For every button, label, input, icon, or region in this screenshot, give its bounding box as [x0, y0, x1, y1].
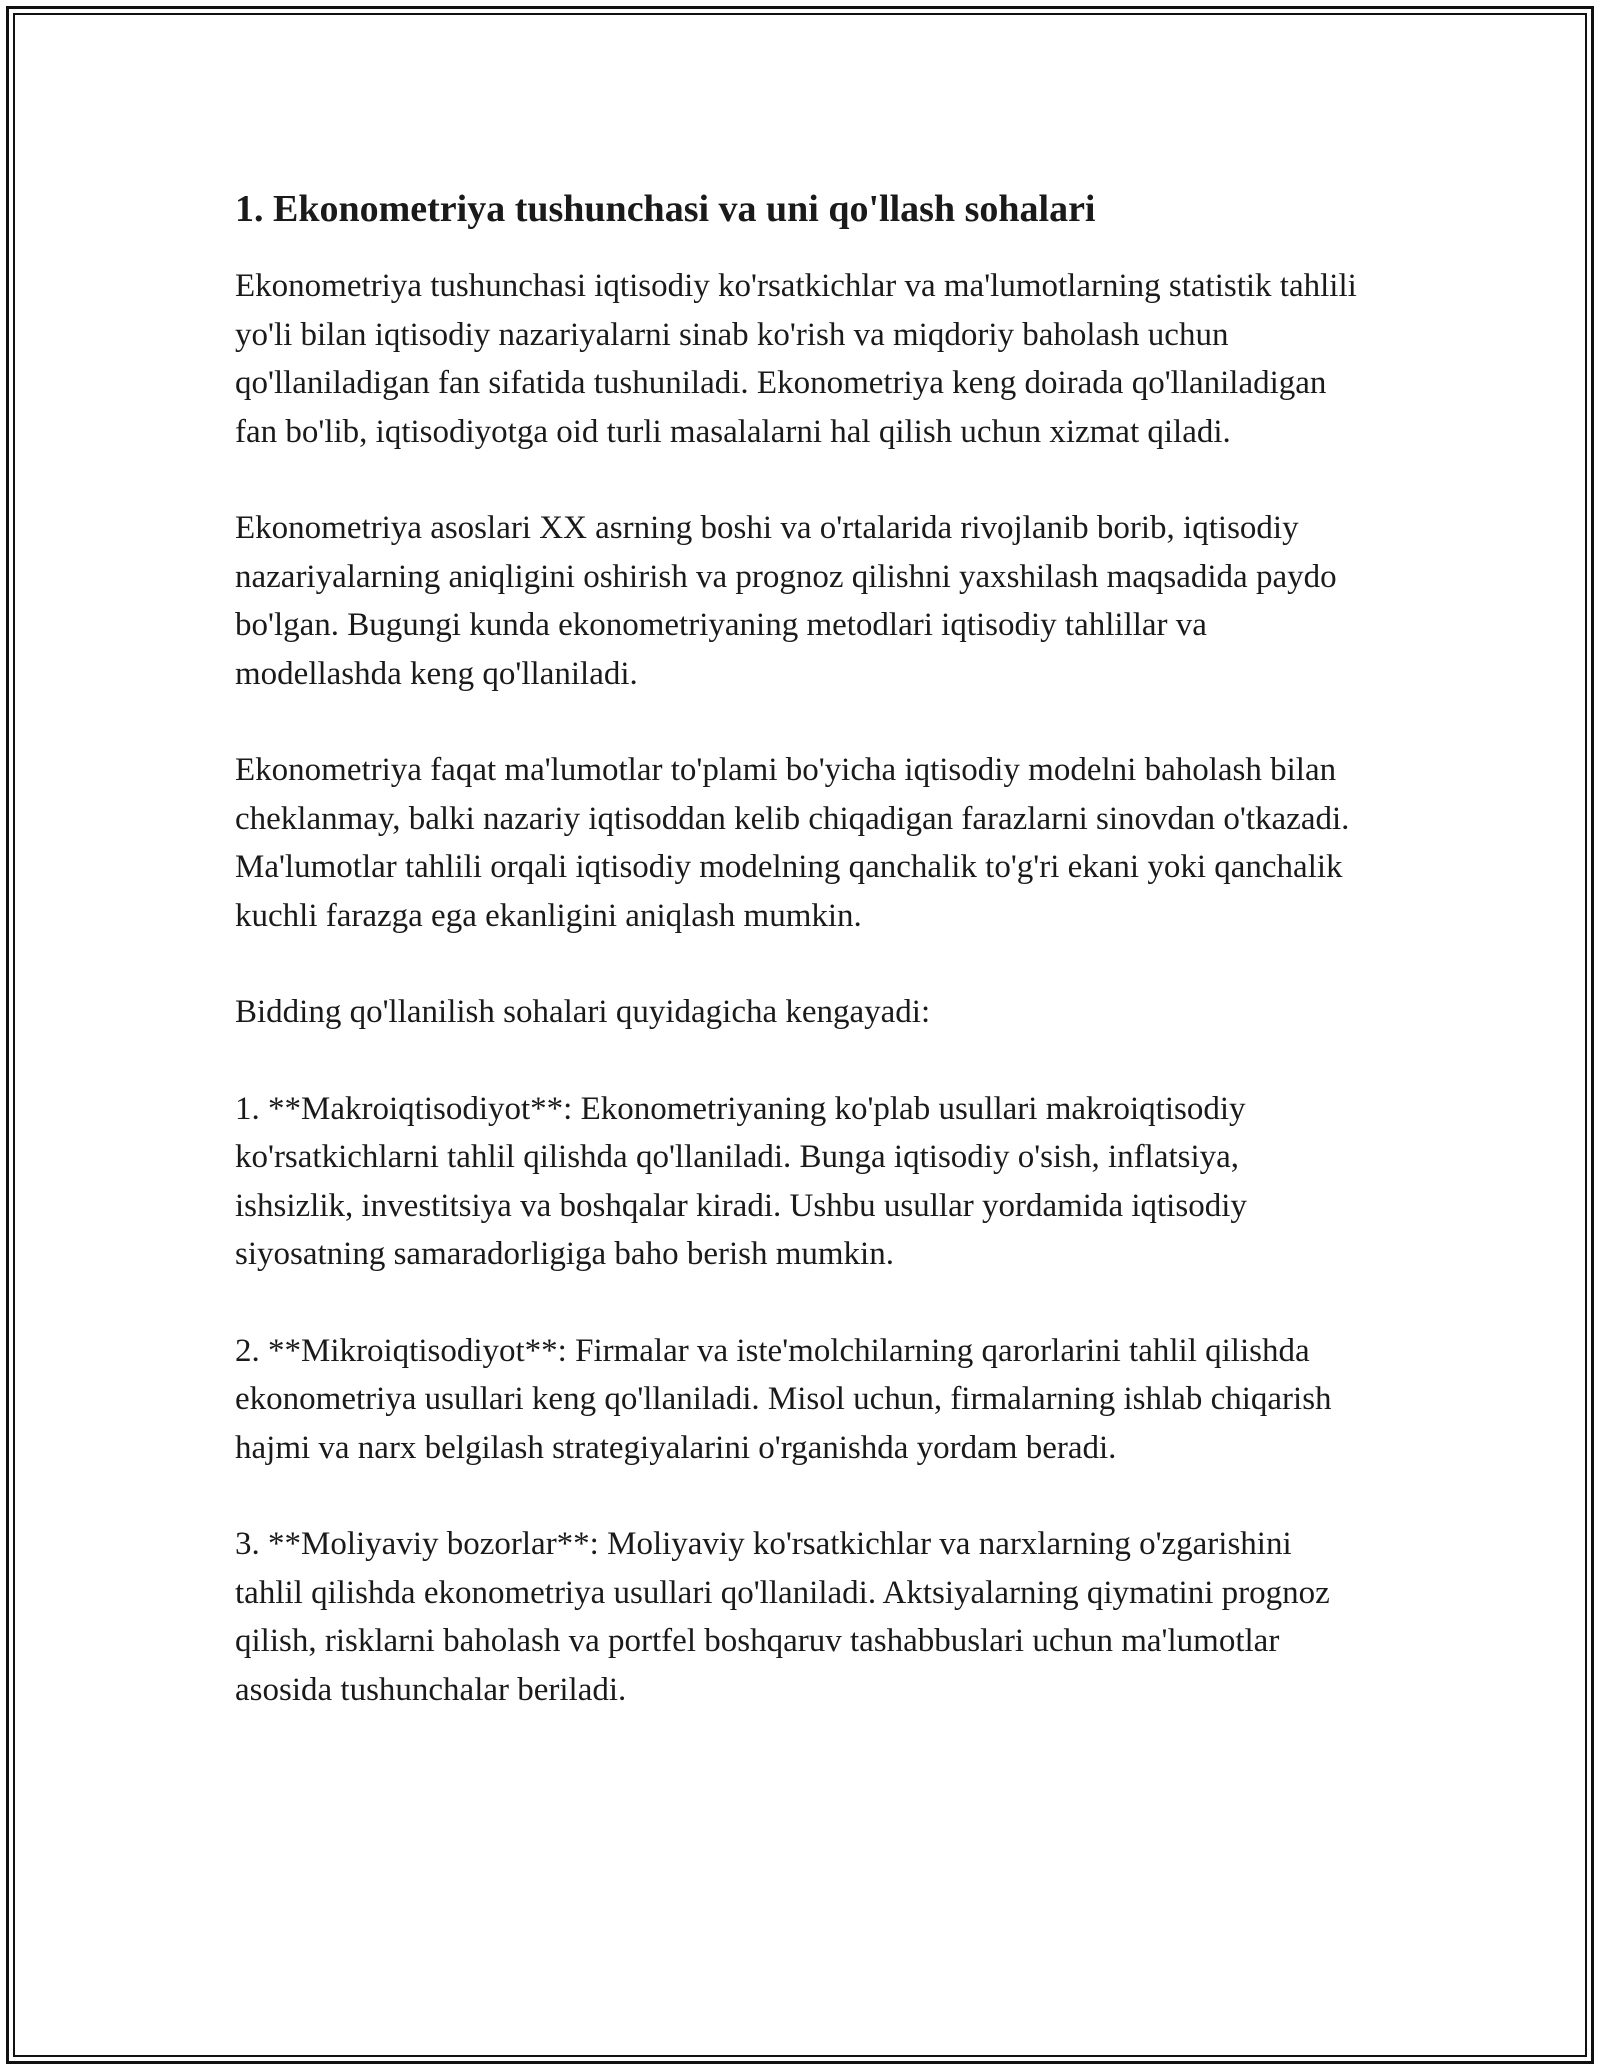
paragraph-history: Ekonometriya asoslari XX asrning boshi va o'rtalarida rivojlanib borib, iqtisodiy nazariyalarning aniqligini oshirish va prognoz qilishni yaxshilash maqsadida paydo bo'lgan. Bugungi kunda ekonometriyaning metodlari iqtisodiy tahlillar va modellashda keng qo'llaniladi.	[235, 510, 1337, 692]
paragraph-definition: Ekonometriya tushunchasi iqtisodiy ko'rsatkichlar va ma'lumotlarning statistik tahlili yo'li bilan iqtisodiy nazariyalarni sinab ko'rish va miqdoriy baholash uchun qo'llaniladigan fan sifatida tushuniladi. Ekonometriya keng doirada qo'llaniladigan fan bo'lib, iqtisodiyotga oid turli masalalarni hal qilish uchun xizmat qiladi.	[235, 268, 1357, 450]
document-body	[235, 185, 1365, 1762]
list-item-financial-markets: 3. **Moliyaviy bozorlar**: Moliyaviy ko'rsatkichlar va narxlarning o'zgarishini tahlil qilishda ekonometriya usullari qo'llaniladi. Aktsiyalarning qiymatini prognoz qilish, risklarni baholash va portfel boshqaruv tashabbuslari uchun ma'lumotlar asosida tushunchalar beriladi.	[235, 1526, 1330, 1708]
page-title: 1. Ekonometriya tushunchasi va uni qo'llash sohalari	[235, 188, 1096, 230]
paragraph-hypothesis-testing: Ekonometriya faqat ma'lumotlar to'plami bo'yicha iqtisodiy modelni baholash bilan cheklanmay, balki nazariy iqtisoddan kelib chiqadigan farazlarni sinovdan o'tkazadi. Ma'lumotlar tahlili orqali iqtisodiy modelning qanchalik to'g'ri ekani yoki qanchalik kuchli farazga ega ekanligini aniqlash mumkin.	[235, 752, 1350, 934]
paragraph-application-intro: Bidding qo'llanilish sohalari quyidagicha kengayadi:	[235, 994, 931, 1031]
list-item-macroeconomics: 1. **Makroiqtisodiyot**: Ekonometriyaning ko'plab usullari makroiqtisodiy ko'rsatkichlarni tahlil qilishda qo'llaniladi. Bunga iqtisodiy o'sish, inflatsiya, ishsizlik, investitsiya va boshqalar kiradi. Ushbu usullar yordamida iqtisodiy siyosatning samaradorligiga baho berish mumkin.	[235, 1090, 1247, 1273]
list-item-microeconomics: 2. **Mikroiqtisodiyot**: Firmalar va iste'molchilarning qarorlarini tahlil qilishda ekonometriya usullari keng qo'llaniladi. Misol uchun, firmalarning ishlab chiqarish hajmi va narx belgilash strategiyalarini o'rganishda yordam beradi.	[235, 1332, 1332, 1466]
